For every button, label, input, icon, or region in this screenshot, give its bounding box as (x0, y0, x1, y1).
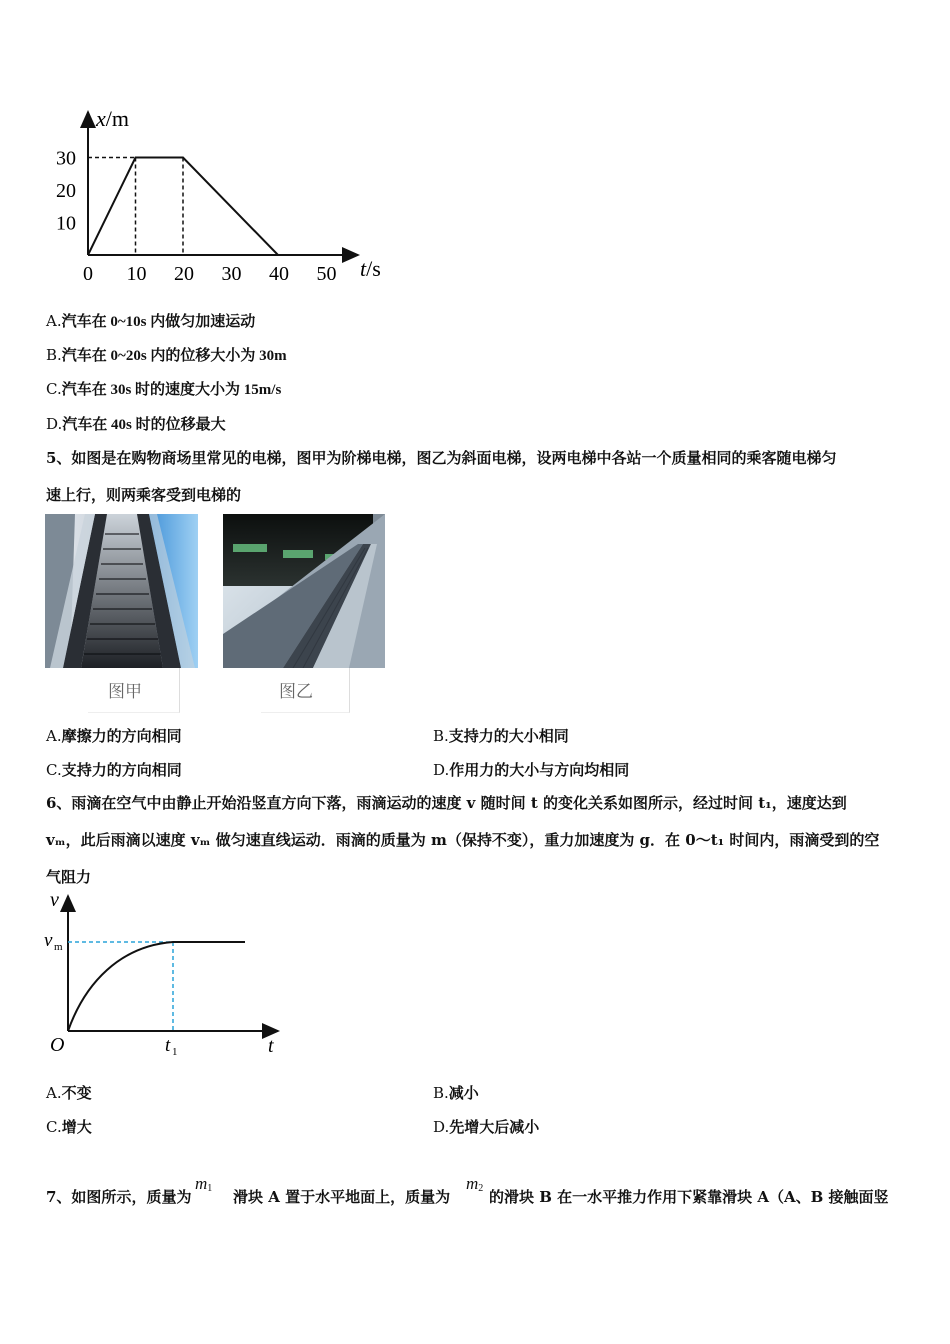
q7-stem-prefix: 7、如图所示，质量为 (46, 1188, 192, 1206)
q7-stem-middle: 滑块 A 置于水平地面上，质量为 (233, 1188, 451, 1206)
q6-stem-line1: 6、雨滴在空气中由静止开始沿竖直方向下落，雨滴运动的速度 v 随时间 t 的变化关系如图所示，经过时间 t₁，速度达到 (46, 794, 847, 812)
v-axis-label: v (50, 889, 59, 911)
x-tick-label: 30 (221, 263, 242, 285)
q4-option-c: C.汽车在 30s 时的速度大小为 15m/s (46, 380, 282, 398)
y-tick-label: 30 (56, 147, 76, 170)
q5-option-c: C.支持力的方向相同 (46, 761, 182, 779)
q6-stem-line3: 气阻力 (46, 868, 92, 886)
x-t-graph (40, 100, 400, 290)
q6-option-d: D.先增大后减小 (433, 1118, 540, 1136)
inclined-escalator-photo (223, 514, 385, 668)
t1-subscript: 1 (172, 1046, 178, 1058)
q6-option-c: C.增大 (46, 1118, 92, 1136)
y-axis-label: x/m (96, 106, 129, 131)
origin-label: O (50, 1034, 65, 1056)
q5-option-b: B.支持力的大小相同 (433, 727, 569, 745)
stair-escalator-photo (45, 514, 198, 668)
q5-option-a: A.摩擦力的方向相同 (46, 727, 182, 745)
q6-option-b: B.减小 (433, 1084, 479, 1102)
m2-symbol: m2 (466, 1174, 484, 1194)
t1-label: t (165, 1035, 171, 1056)
x-tick-label: 20 (174, 263, 194, 285)
q4-option-a: A.汽车在 0~10s 内做匀加速运动 (46, 312, 256, 330)
y-tick-label: 10 (56, 212, 76, 235)
x-tick-label: 50 (316, 263, 337, 285)
vm-subscript: m (54, 941, 63, 953)
y-tick-label: 20 (56, 180, 76, 202)
m1-symbol: m1 (195, 1174, 213, 1194)
x-tick-label: 40 (269, 263, 289, 285)
v-t-graph (40, 888, 290, 1063)
fig-a-caption: 图甲 (108, 682, 142, 702)
q7-stem-suffix: 的滑块 B 在一水平推力作用下紧靠滑块 A（A、B 接触面竖 (489, 1188, 889, 1206)
q5-stem-line2: 速上行，则两乘客受到电梯的 (46, 486, 242, 504)
q6-option-a: A.不变 (46, 1084, 92, 1102)
q4-option-d: D.汽车在 40s 时的位移最大 (46, 415, 226, 433)
q6-stem-line2: vₘ，此后雨滴以速度 vₘ 做匀速直线运动．雨滴的质量为 m（保持不变），重力加速度为 g．在 0～t₁ 时间内，雨滴受到的空 (46, 831, 880, 849)
fig-b-caption: 图乙 (279, 682, 313, 702)
q4-option-b: B.汽车在 0~20s 内的位移大小为 30m (46, 346, 287, 364)
x-axis-label: t/s (360, 256, 381, 281)
x-tick-label: 0 (83, 263, 93, 285)
q5-stem-line1: 5、如图是在购物商场里常见的电梯，图甲为阶梯电梯，图乙为斜面电梯，设两电梯中各站一个质量相同的乘客随电梯匀 (46, 449, 837, 467)
t-axis-label: t (268, 1035, 274, 1057)
q5-option-d: D.作用力的大小与方向均相同 (433, 761, 630, 779)
vm-label: v (44, 930, 53, 951)
x-tick-label: 10 (126, 263, 147, 285)
v-t-curve (68, 942, 245, 1031)
